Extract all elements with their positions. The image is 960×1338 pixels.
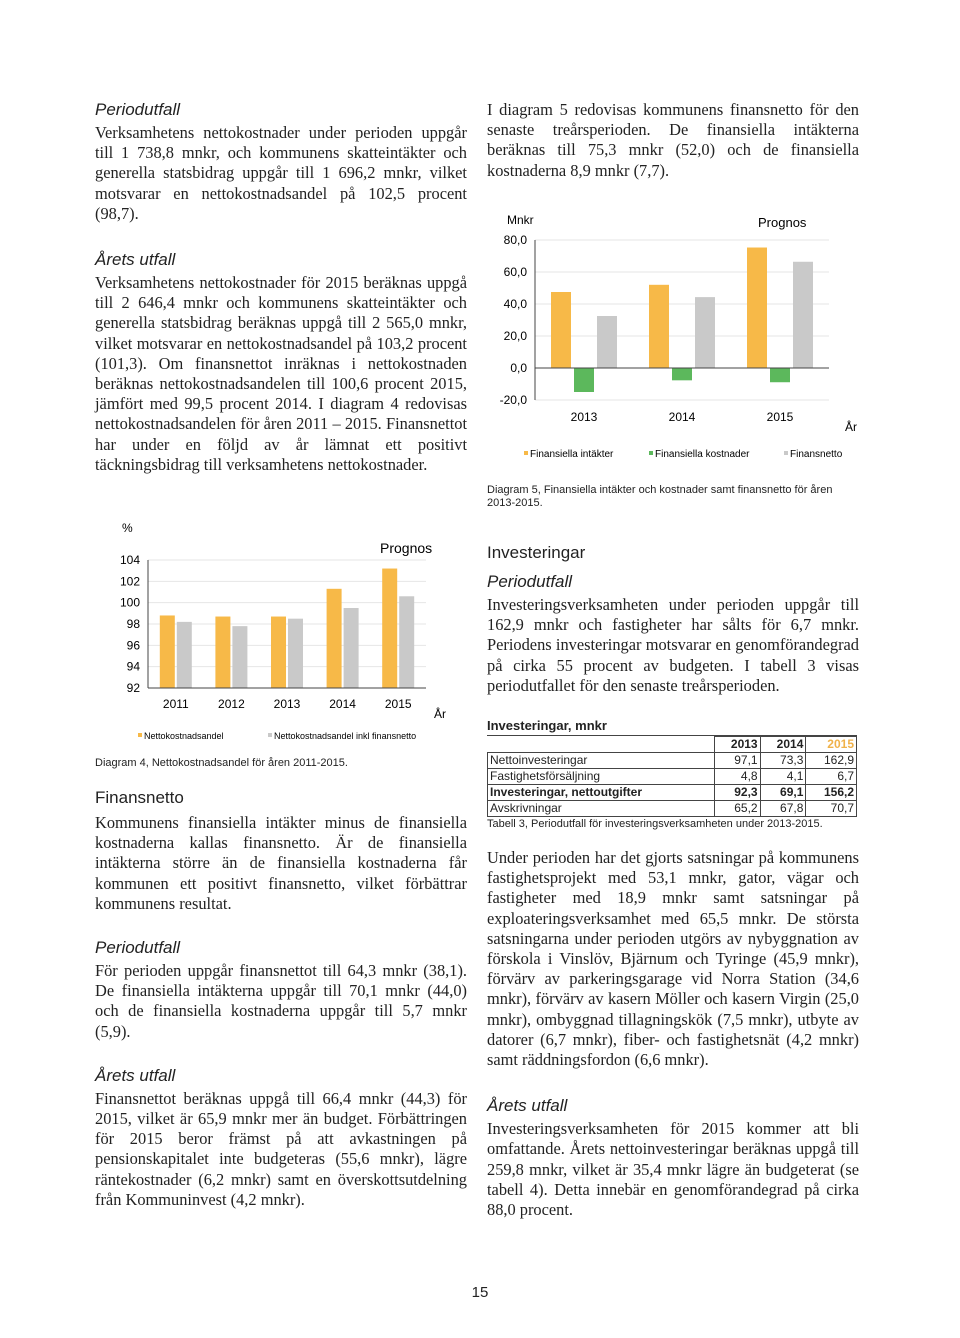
legend-swatch (524, 451, 528, 455)
table-cell: 162,9 (806, 753, 857, 769)
chart5-ylabel: Mnkr (507, 213, 534, 227)
table-header-year: 2013 (714, 737, 760, 753)
chart4-prognos-label: Prognos (380, 540, 433, 556)
table-3-title: Investeringar, mnkr (487, 718, 857, 736)
paragraph-diagram5-intro: I diagram 5 redovisas kommunens finansnetto för den senaste treårsperioden. De finansiella intäkterna beräknas till 75,3 mnkr (52,0) och de finansiella kostnaderna 8,9 mnkr (7,7). (487, 100, 859, 180)
table-row (488, 785, 857, 801)
right-column (487, 100, 859, 181)
chart-bar (649, 285, 669, 368)
table-cell: 6,7 (806, 769, 857, 785)
chart-ytick-label: 92 (126, 681, 140, 695)
heading-arets-utfall-investeringar: Årets utfall (487, 1096, 568, 1116)
table-header-year: 2014 (760, 737, 806, 753)
chart-ytick-label: 94 (126, 659, 140, 674)
paragraph-periodutfall: Verksamhetens nettokostnader under perioden uppgår till 1 738,8 mnkr, och kommunens skatteintäkter och generella statsbidrag uppgår till 1 696,2 mnkr, vilket motsvarar en nettokostnadsandel på 102,5 procent (98,7). (95, 123, 467, 223)
legend-swatch (784, 451, 788, 455)
diagram-4-chart (108, 518, 448, 773)
chart-bar (232, 626, 247, 688)
heading-investeringar: Investeringar (487, 543, 586, 562)
legend-label: Nettokostnadsandel inkl finansnetto (274, 731, 417, 741)
table-row-label: Avskrivningar (488, 801, 715, 817)
chart-xtick-label: 2013 (273, 697, 301, 711)
legend-label: Nettokostnadsandel (144, 731, 224, 741)
chart5-xlabel: År (845, 420, 857, 434)
legend-swatch (138, 733, 142, 737)
table-cell: 70,7 (806, 801, 857, 817)
table-row (488, 769, 857, 785)
table-cell: 67,8 (760, 801, 806, 817)
diagram-5-chart (487, 206, 867, 468)
table-3 (487, 718, 857, 831)
chart-bar (770, 368, 790, 382)
chart-bar (382, 569, 397, 688)
heading-finansnetto: Finansnetto (95, 788, 184, 807)
legend-swatch (268, 733, 272, 737)
legend-swatch (649, 451, 653, 455)
chart-xtick-label: 2011 (162, 697, 189, 711)
paragraph-arets-utfall-2: Finansnettot beräknas uppgå till 66,4 mnkr (44,3) för 2015, vilket är 65,9 mnkr mer än budget. Förbättringen för 2015 beror främst på att avkastningen på pensionskapitalet inte budgeteras (55,6 mnkr), lägre räntekostnader (6,2 mnkr) samt en överskottsutdelning från Kommuninvest (4,2 mnkr). (95, 1088, 467, 1209)
chart4-xlabel: År (434, 707, 446, 721)
paragraph-arets-utfall-investeringar: Investeringsverksamheten för 2015 kommer att bli omfattande. Årets nettoinvesteringar beräknas uppgå till 259,8 mnkr, vilket är 35,4 mnkr lägre än budgeterat (se tabell 4). Detta innebär en genomförandegrad på cirka 88,0 procent. (487, 1119, 859, 1220)
chart-bar (672, 368, 692, 380)
table-cell: 69,1 (760, 785, 806, 801)
chart-ytick-label: 20,0 (503, 329, 527, 343)
paragraph-arets-utfall: Verksamhetens nettokostnader för 2015 beräknas uppgå till 2 646,4 mnkr och kommunens skatteintäkter och generella statsbidrag beräknas uppgå till 2 565,0 mnkr, vilket motsvarar en nettokostnadsandel på 103,2 procent (101,3). Om finansnettot inräknas i nettokostnaden beräknas nettokostnadsandelen till 100,6 procent 2015, jämfört med 99,5 procent 2014. I diagram 4 redovisas nettokostnadsandelen för åren 2011 – 2015. Finansnettot har under en följd av år lämnat ett positivt täckningsbidrag till verksamhetens nettokostnader. (95, 273, 467, 474)
table-cell: 97,1 (714, 753, 760, 769)
chart-xtick-label: 2015 (766, 410, 794, 424)
table-row (488, 801, 857, 817)
chart-bar (574, 368, 594, 392)
table-row-label: Nettoinvesteringar (488, 753, 715, 769)
chart-bar (747, 248, 767, 368)
table-row-header (488, 737, 857, 753)
chart-bar (695, 297, 715, 368)
chart-xtick-label: 2013 (570, 410, 598, 424)
chart-xtick-label: 2014 (329, 697, 356, 711)
chart-bar (551, 292, 571, 368)
table-row-label: Investeringar, nettoutgifter (488, 785, 715, 801)
chart-ytick-label: 60,0 (503, 265, 527, 279)
diagram-4-caption: Diagram 4, Nettokostnadsandel för åren 2011-2015. (95, 757, 348, 769)
left-lower-column (95, 788, 467, 1210)
chart-ytick-label: 0,0 (510, 361, 527, 375)
page-number: 15 (471, 1284, 489, 1301)
chart-bar (271, 617, 286, 688)
table-cell: 4,8 (714, 769, 760, 785)
chart-bar (288, 619, 303, 688)
investeringar-section (487, 543, 859, 696)
chart-ytick-label: 40,0 (503, 297, 527, 311)
chart-ytick-label: -20,0 (499, 393, 527, 407)
table-3-grid (487, 736, 857, 817)
right-lower-column (487, 848, 859, 1220)
table-cell: 65,2 (714, 801, 760, 817)
chart-bar (160, 615, 175, 688)
heading-arets-utfall-2: Årets utfall (95, 1065, 176, 1085)
paragraph-periodutfall-investeringar: Investeringsverksamheten under perioden uppgår till 162,9 mnkr och fastigheter har sålts för 6,7 mnkr. Periodens investeringar motsvarar en genomförandegrad på cirka 55 procent av budgeten. I tabell 3 visas periodutfallet för den senaste treårsperioden. (487, 595, 859, 695)
table-row-label: Fastighetsförsäljning (488, 769, 715, 785)
chart-bar (344, 608, 359, 688)
table-cell: 92,3 (714, 785, 760, 801)
legend-label: Finansiella kostnader (655, 449, 750, 460)
chart-ytick-label: 104 (119, 553, 140, 567)
left-column (95, 100, 467, 475)
paragraph-finansnetto: Kommunens finansiella intäkter minus de finansiella kostnaderna kallas finansnetto. Är de finansiella intäkterna större än de finansiella kostnaderna får kommunen ett positivt finansnetto, vilket förbättrar kommunens resultat. (95, 813, 467, 913)
chart-bar (215, 617, 230, 688)
chart-ytick-label: 102 (119, 574, 140, 589)
chart-bar (327, 589, 342, 688)
legend-label: Finansiella intäkter (530, 449, 614, 460)
table-header-year: 2015 (806, 737, 857, 753)
chart-bar (597, 316, 617, 368)
chart5-prognos-label: Prognos (758, 215, 807, 230)
table-cell: 4,1 (760, 769, 806, 785)
heading-periodutfall-2: Periodutfall (95, 938, 181, 958)
paragraph-satsningar: Under perioden har det gjorts satsningar på kommunens fastighetsprojekt med 53,1 mnkr, gator, vägar och fastigheter med 18,9 mnkr samt satsningar på exploateringsverksamhet med 65,5 mnkr. De största satsningarna under perioden utgörs av nybyggnation av förskola i Vinslöv, Bjärnum och Tyringe (45,9 mnkr), förvärv av parkeringsgarage vid Norra Station (34,6 mnkr), förvärv av kasern Möller och kasern Virgin (25,0 mnkr), ombyggnad tillagningskök (7,5 mnkr), utbyte av datorer (6,7 mnkr), fiber- och fastighetsnät (4,2 mnkr) samt räddningsfordon (6,6 mnkr). (487, 848, 859, 1070)
chart-bar (399, 596, 414, 688)
legend-label: Finansnetto (790, 449, 843, 460)
chart-bar (177, 622, 192, 688)
chart-xtick-label: 2015 (384, 697, 412, 711)
paragraph-periodutfall-2: För perioden uppgår finansnettot till 64,3 mnkr (38,1). De finansiella intäkterna uppgår till 70,1 mnkr (44,0) och de finansiella kostnaderna uppgår till 5,7 mnkr (5,9). (95, 961, 467, 1041)
table-row (488, 753, 857, 769)
chart-ytick-label: 96 (126, 638, 140, 653)
table-3-caption: Tabell 3, Periodutfall för investeringsverksamheten under 2013-2015. (487, 818, 823, 830)
chart-ytick-label: 80,0 (503, 233, 527, 247)
diagram-5-caption: Diagram 5, Finansiella intäkter och kostnader samt finansnetto för åren 2013-2015. (487, 484, 833, 509)
chart-xtick-label: 2014 (668, 410, 696, 424)
table-cell: 73,3 (760, 753, 806, 769)
table-cell: 156,2 (806, 785, 857, 801)
chart-ytick-label: 98 (126, 617, 140, 631)
chart-ytick-label: 100 (119, 595, 140, 610)
chart-bar (793, 262, 813, 368)
heading-periodutfall: Periodutfall (95, 100, 181, 119)
chart4-ylabel: % (122, 521, 133, 535)
heading-arets-utfall: Årets utfall (95, 250, 176, 270)
heading-periodutfall-investeringar: Periodutfall (487, 572, 573, 591)
chart-xtick-label: 2012 (218, 697, 245, 711)
